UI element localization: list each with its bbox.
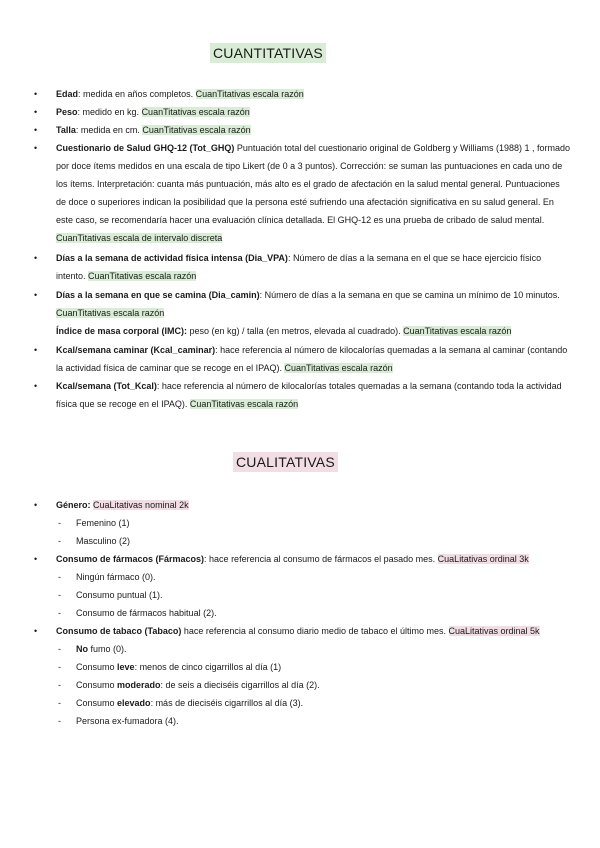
dash-icon: -: [58, 644, 61, 654]
list-item-kcal-caminar: • Kcal/semana caminar (Kcal_caminar): hace referencia al número de kilocalorías quemadas a la semana al caminar (contando la actividad física de caminar que se recoge en el IPAQ). CuanTitativas escala razón: [56, 341, 572, 377]
dash-icon: -: [58, 662, 61, 672]
bullet-icon: •: [34, 125, 38, 135]
type-tag: CuanTitativas escala razón: [56, 308, 165, 318]
sub-item: - Ningún fármaco (0).: [76, 568, 156, 586]
section-title-cualitativas: CUALITATIVAS: [233, 452, 338, 472]
sub-item: - Femenino (1): [76, 514, 130, 532]
list-item-ghq: • Cuestionario de Salud GHQ-12 (Tot_GHQ) Puntuación total del cuestionario original de Goldberg y Williams (1988) 1 , formado por doce ítems medidos en una escala de tipo Likert (de 0 a 3 puntos). Corrección: se suman las puntuaciones en cada uno de los ítems. Interpretación: cuanta más puntuación, más alto es el grado de afectación en la salud mental general. Puntuaciones de doce o superiores indican la posibilidad que la persona esté sufriendo una afectación significativa en su salud general. En este caso, se recomendaría hacer una evaluación clínica detallada. El GHQ-12 es una prueba de cribado de salud mental. CuanTitativas escala de intervalo discreta: [56, 139, 572, 247]
sub-item: - Consumo leve: menos de cinco cigarrillos al día (1): [76, 658, 281, 676]
sub-item: - No fumo (0).: [76, 640, 127, 658]
sub-item: - Consumo moderado: de seis a dieciséis cigarrillos al día (2).: [76, 676, 320, 694]
bullet-icon: •: [34, 626, 38, 636]
type-tag: CuanTitativas escala razón: [141, 107, 250, 117]
sub-item: - Masculino (2): [76, 532, 130, 550]
dash-icon: -: [58, 590, 61, 600]
dash-icon: -: [58, 608, 61, 618]
bullet-icon: •: [34, 290, 38, 300]
type-tag: CuanTitativas escala razón: [284, 363, 393, 373]
dash-icon: -: [58, 572, 61, 582]
type-tag: CuanTitativas escala de intervalo discreta: [56, 233, 223, 243]
sub-item: - Persona ex-fumadora (4).: [76, 712, 179, 730]
type-tag: CuanTitativas escala razón: [195, 89, 304, 99]
list-item-genero: • Género: CuaLitativas nominal 2k: [56, 496, 572, 514]
list-item-dia-camin: • Días a la semana en que se camina (Dia_camin): Número de días a la semana en que se camina un mínimo de 10 minutos. CuanTitativas escala razón Índice de masa corporal (IMC): peso (en kg) / talla (en metros, elevada al cuadrado). CuanTitativas escala razón: [56, 286, 572, 340]
type-tag: CuanTitativas escala razón: [403, 326, 512, 336]
dash-icon: -: [58, 716, 61, 726]
list-item-peso: • Peso: medido en kg. CuanTitativas escala razón: [56, 103, 572, 121]
section-title-cuantitativas: CUANTITATIVAS: [210, 43, 326, 63]
bullet-icon: •: [34, 253, 38, 263]
type-tag: CuaLitativas nominal 2k: [93, 500, 189, 510]
imc-label: Índice de masa corporal (IMC):: [56, 326, 188, 336]
list-item-tot-kcal: • Kcal/semana (Tot_Kcal): hace referencia al número de kilocalorías totales quemadas a la semana (contando toda la actividad física que se recoge en el IPAQ). CuanTitativas escala razón: [56, 377, 572, 413]
dash-icon: -: [58, 680, 61, 690]
list-item-talla: • Talla: medida en cm. CuanTitativas escala razón: [56, 121, 572, 139]
bullet-icon: •: [34, 500, 38, 510]
sub-item: - Consumo de fármacos habitual (2).: [76, 604, 217, 622]
dash-icon: -: [58, 536, 61, 546]
type-tag: CuaLitativas ordinal 3k: [437, 554, 529, 564]
sub-item: - Consumo puntual (1).: [76, 586, 163, 604]
list-item-tabaco: • Consumo de tabaco (Tabaco) hace referencia al consumo diario medio de tabaco el último mes. CuaLitativas ordinal 5k: [56, 622, 572, 640]
list-item-dia-vpa: • Días a la semana de actividad física intensa (Dia_VPA): Número de días a la semana en el que se hace ejercicio físico intento. CuanTitativas escala razón: [56, 249, 572, 285]
type-tag: CuaLitativas ordinal 5k: [448, 626, 540, 636]
dash-icon: -: [58, 518, 61, 528]
bullet-icon: •: [34, 107, 38, 117]
sub-item: - Consumo elevado: más de dieciséis cigarrillos al día (3).: [76, 694, 303, 712]
type-tag: CuanTitativas escala razón: [88, 271, 197, 281]
bullet-icon: •: [34, 89, 38, 99]
type-tag: CuanTitativas escala razón: [189, 399, 299, 409]
bullet-icon: •: [34, 554, 38, 564]
list-item-farmacos: • Consumo de fármacos (Fármacos): hace referencia al consumo de fármacos el pasado mes. CuaLitativas ordinal 3k: [56, 550, 572, 568]
type-tag: CuanTitativas escala razón: [142, 125, 251, 135]
bullet-icon: •: [34, 345, 38, 355]
list-item-edad: • Edad: medida en años completos. CuanTitativas escala razón: [56, 85, 572, 103]
bullet-icon: •: [34, 381, 38, 391]
dash-icon: -: [58, 698, 61, 708]
bullet-icon: •: [34, 143, 38, 153]
